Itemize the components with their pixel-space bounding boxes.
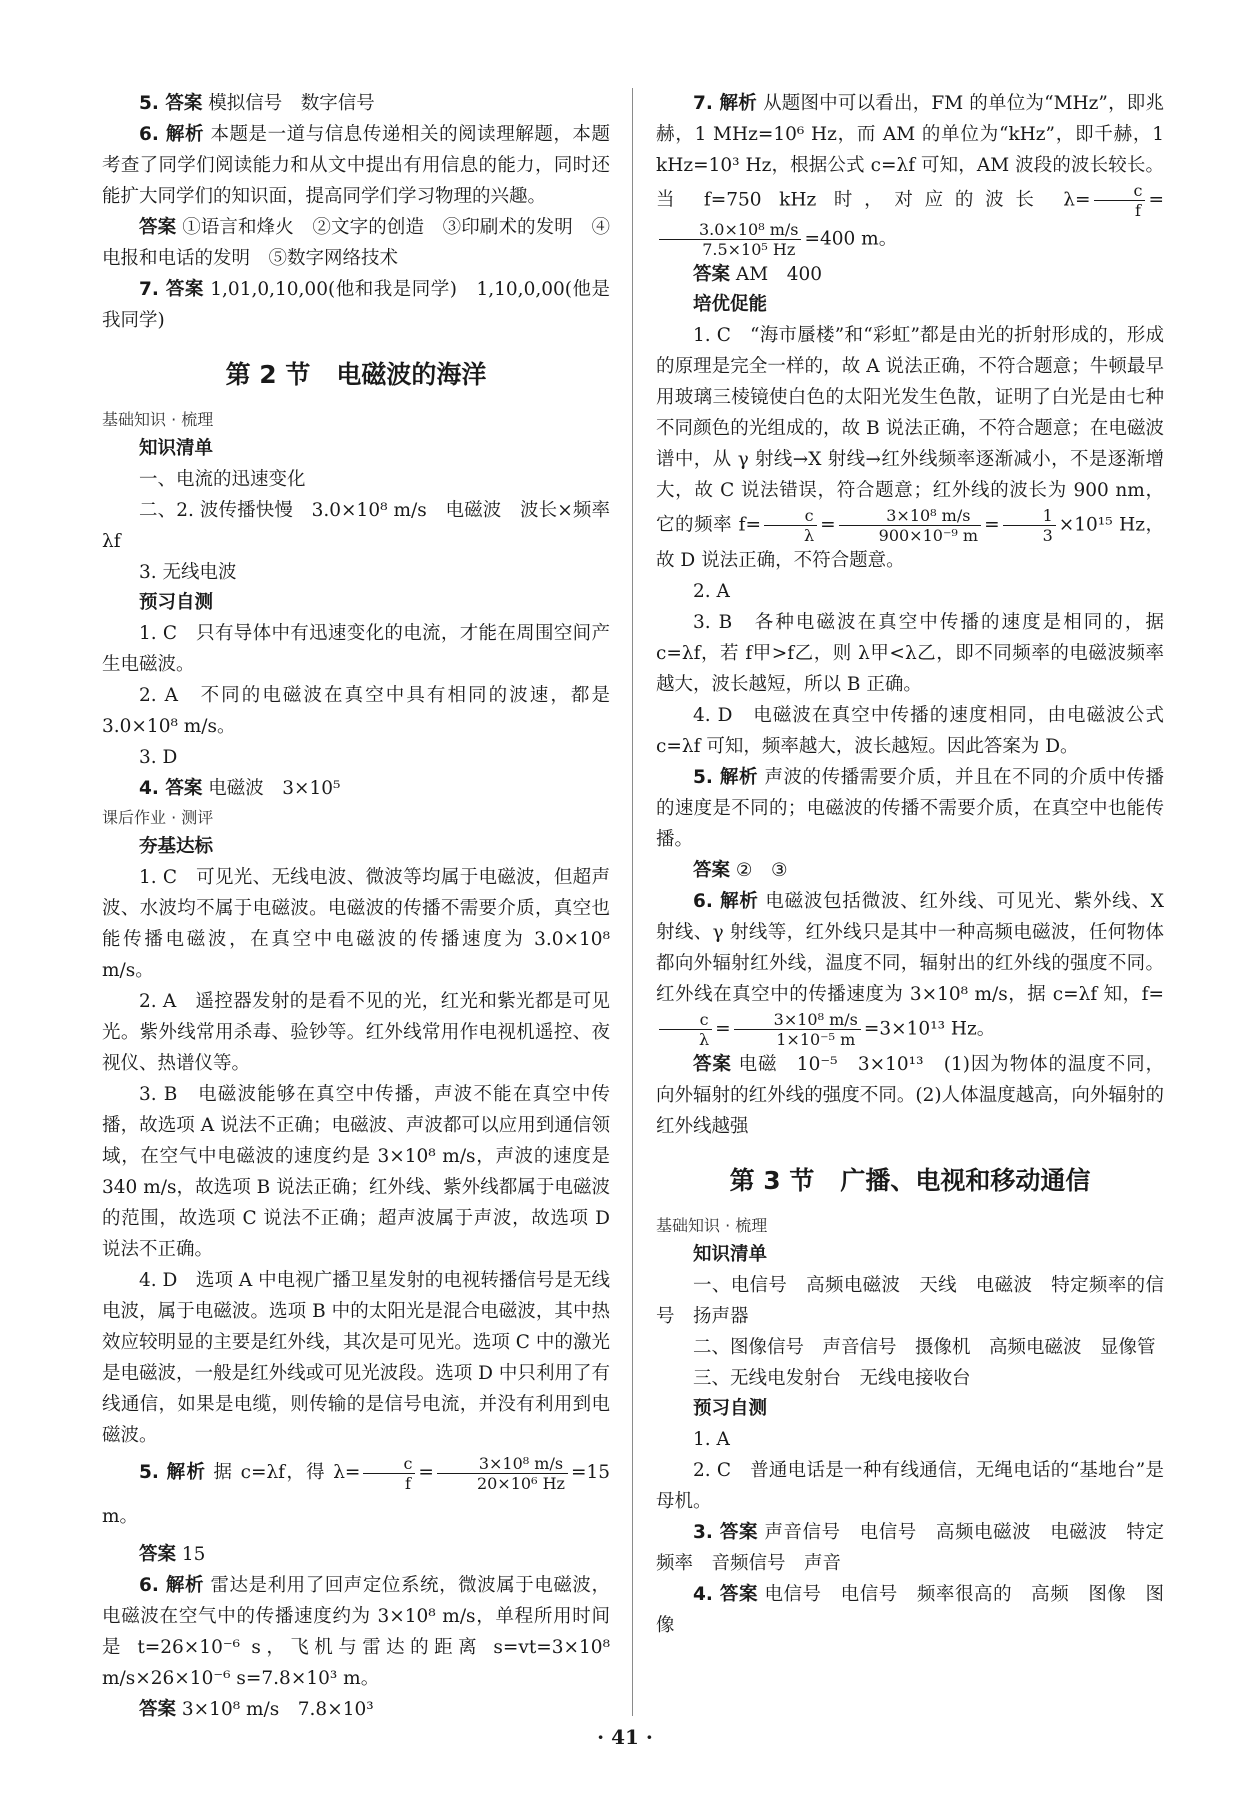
preview-3: 3. 答案 声音信号 电信号 高频电磁波 电磁波 特定频率 音频信号 声音 xyxy=(656,1522,1164,1574)
homework-6-answer: 答案 3×10⁸ m/s 7.8×10³ xyxy=(139,1699,374,1720)
exercise-4: 4. D 电磁波在真空中传播的速度相同，由电磁波公式 c=λf 可知，频率越大，波长越短。因此答案为 D。 xyxy=(656,705,1164,757)
section-3-title: 第 3 节 广播、电视和移动通信 xyxy=(729,1166,1091,1195)
exercise-5-answer: 答案 ② ③ xyxy=(693,860,788,881)
answer-5: 5. 答案 模拟信号 数字信号 xyxy=(139,93,375,114)
knowledge-1: 一、电流的迅速变化 xyxy=(139,469,306,490)
preview-1: 1. C 只有导体中有迅速变化的电流，才能在周围空间产生电磁波。 xyxy=(102,623,610,675)
knowledge-2: 二、2. 波传播快慢 3.0×10⁸ m/s 电磁波 波长×频率 λf xyxy=(102,500,629,552)
knowledge-list-heading: 知识清单 xyxy=(693,1244,768,1265)
sub-heading-basic: 基础知识 · 梳理 xyxy=(656,1216,768,1235)
preview-2: 2. C 普通电话是一种有线通信，无绳电话的“基地台”是母机。 xyxy=(656,1460,1164,1512)
fraction: $\frac{\text{3×10⁸ m/s}}{\text{1×10⁻⁵ m}}$ xyxy=(734,1010,861,1049)
page-number: · 41 · xyxy=(597,1725,653,1749)
exercise-1: 1. C “海市蜃楼”和“彩虹”都是由光的折射形成的，形成的原理是完全一样的，故 A 说法正确，不符合题意；牛顿最早用玻璃三棱镜使白色的太阳光发生色散，证明了白光是由七种不同颜色的光组成的，故 B 说法正确，不符合题意；在电磁波谱中，从 γ 射线→X 射线→红外线频率逐渐减小，不是逐渐增大，故 C 说法错误，符合题意；红外线的波长为 900 nm，它的频率 f= $\frac{c}{\lambda}$ = $\frac{\text{3×10⁸ m/s}}{\text{900×10⁻⁹ m}}$ = $\frac{1}{3}$ ×10¹⁵ Hz，故 D 说法正确，不符合题意。 xyxy=(656,325,1164,571)
analysis-7: 7. 解析 从题图中可以看出，FM 的单位为“MHz”，即兆赫，1 MHz=10⁶ Hz，而 AM 的单位为“kHz”，即千赫，1 kHz=10³ Hz，根据公式 c=λf 可知，AM 波段的波长较长。当 f=750 kHz 时，对应的波长 λ= $\frac{c}{f}$ = $\frac{\text{3.0×10⁸ m/s}}{\text{7.5×10⁵ Hz}}$ =400 m。 xyxy=(656,93,1164,259)
preview-4: 4. 答案 电信号 电信号 频率很高的 高频 图像 图像 xyxy=(656,1584,1164,1636)
sub-heading-homework: 课后作业 · 测评 xyxy=(102,808,214,827)
homework-6: 6. 解析 雷达是利用了回声定位系统，微波属于电磁波，电磁波在空气中的传播速度约为 3×10⁸ m/s，单程所用时间是 t=26×10⁻⁶ s，飞机与雷达的距离 s=vt=3×10⁸ m/s×26×10⁻⁶ s=7.8×10³ m。 xyxy=(102,1575,610,1689)
fraction: $\frac{\text{3.0×10⁸ m/s}}{\text{7.5×10⁵ Hz}}$ xyxy=(659,220,801,259)
sub-heading-basic: 基础知识 · 梳理 xyxy=(102,410,214,429)
exercise-6-answer: 答案 电磁 10⁻⁵ 3×10¹³ (1)因为物体的温度不同，向外辐射的红外线的强度不同。(2)人体温度越高，向外辐射的红外线越强 xyxy=(656,1054,1164,1137)
knowledge-list-heading: 知识清单 xyxy=(139,438,214,459)
homework-5-answer: 答案 15 xyxy=(139,1544,206,1565)
fraction: $\frac{c}{\lambda}$ xyxy=(659,1010,712,1049)
column-divider xyxy=(632,88,633,1716)
section-2-title: 第 2 节 电磁波的海洋 xyxy=(225,360,487,389)
exercise-6: 6. 解析 电磁波包括微波、红外线、可见光、紫外线、X 射线、γ 射线等，红外线只是其中一种高频电磁波，任何物体都向外辐射红外线，温度不同，辐射出的红外线的强度不同。红外线在真空中的传播速度为 3×10⁸ m/s，据 c=λf 知，f= $\frac{c}{\lambda}$ = $\frac{\text{3×10⁸ m/s}}{\text{1×10⁻⁵ m}}$ =3×10¹³ Hz。 xyxy=(656,891,1164,1049)
answer-7: 7. 答案 1,01,0,10,00(他和我是同学) 1,10,0,00(他是我同学) xyxy=(102,279,610,331)
knowledge-3: 三、无线电发射台 无线电接收台 xyxy=(693,1368,971,1389)
knowledge-1: 一、电信号 高频电磁波 天线 电磁波 特定频率的信号 扬声器 xyxy=(656,1275,1164,1327)
homework-2: 2. A 遥控器发射的是看不见的光，红光和紫光都是可见光。紫外线常用杀毒、验钞等。红外线常用作电视机遥控、夜视仪、热谱仪等。 xyxy=(102,991,610,1074)
homework-3: 3. B 电磁波能够在真空中传播，声波不能在真空中传播，故选项 A 说法不正确；电磁波、声波都可以应用到通信领域，在空气中电磁波的速度约是 3×10⁸ m/s，声波的速度是 340 m/s，故选项 B 说法正确；红外线、紫外线都属于电磁波的范围，故选项 C 说法不正确；超声波属于声波，故选项 D 说法不正确。 xyxy=(102,1084,610,1260)
left-column xyxy=(102,88,629,1725)
right-column xyxy=(656,88,1164,1641)
exercise-2: 2. A xyxy=(693,581,730,602)
preview-heading: 预习自测 xyxy=(139,592,214,613)
fraction: $\frac{1}{3}$ xyxy=(1003,506,1056,545)
preview-3: 3. D xyxy=(139,747,178,768)
fraction: $\frac{c}{f}$ xyxy=(363,1454,415,1493)
fraction: $\frac{\text{3×10⁸ m/s}}{\text{20×10⁶ Hz}}$ xyxy=(437,1454,568,1493)
answer-6: 答案 ①语言和烽火 ②文字的创造 ③印刷术的发明 ④电报和电话的发明 ⑤数字网络技术 xyxy=(102,217,610,269)
fraction: $\frac{c}{f}$ xyxy=(1094,181,1146,220)
homework-1: 1. C 可见光、无线电波、微波等均属于电磁波，但超声波、水波均不属于电磁波。电磁波的传播不需要介质，真空也能传播电磁波，在真空中电磁波的传播速度为 3.0×10⁸ m/s。 xyxy=(102,867,610,981)
exercise-5: 5. 解析 声波的传播需要介质，并且在不同的介质中传播的速度是不同的；电磁波的传播不需要介质，在真空中也能传播。 xyxy=(656,767,1164,850)
fraction: $\frac{\text{3×10⁸ m/s}}{\text{900×10⁻⁹ m}}$ xyxy=(839,506,981,545)
advanced-heading: 培优促能 xyxy=(693,294,768,315)
preview-4: 4. 答案 电磁波 3×10⁵ xyxy=(139,778,341,799)
homework-5: 5. 解析 据 c=λf，得 λ= $\frac{c}{f}$ = $\frac{\text{3×10⁸ m/s}}{\text{20×10⁶ Hz}}$ =15 m。 xyxy=(102,1453,610,1527)
preview-heading: 预习自测 xyxy=(693,1398,768,1419)
knowledge-3: 3. 无线电波 xyxy=(139,562,237,583)
analysis-6: 6. 解析 本题是一道与信息传递相关的阅读理解题，本题考查了同学们阅读能力和从文中提出有用信息的能力，同时还能扩大同学们的知识面，提高同学们学习物理的兴趣。 xyxy=(102,124,610,207)
answer-7: 答案 AM 400 xyxy=(693,264,823,285)
preview-2: 2. A 不同的电磁波在真空中具有相同的波速，都是 3.0×10⁸ m/s。 xyxy=(102,685,610,737)
knowledge-2: 二、图像信号 声音信号 摄像机 高频电磁波 显像管 xyxy=(693,1337,1156,1358)
homework-4: 4. D 选项 A 中电视广播卫星发射的电视转播信号是无线电波，属于电磁波。选项 B 中的太阳光是混合电磁波，其中热效应较明显的主要是红外线，其次是可见光。选项 C 中的激光是电磁波，一般是红外线或可见光波段。选项 D 中只利用了有线通信，如果是电缆，则传输的是信号电流，并没有利用到电磁波。 xyxy=(102,1270,610,1446)
foundation-heading: 夯基达标 xyxy=(139,836,214,857)
preview-1: 1. A xyxy=(693,1429,730,1450)
exercise-3: 3. B 各种电磁波在真空中传播的速度是相同的，据 c=λf，若 f甲>f乙，则 λ甲<λ乙，即不同频率的电磁波频率越大，波长越短，所以 B 正确。 xyxy=(656,612,1164,695)
fraction: $\frac{c}{\lambda}$ xyxy=(764,506,817,545)
